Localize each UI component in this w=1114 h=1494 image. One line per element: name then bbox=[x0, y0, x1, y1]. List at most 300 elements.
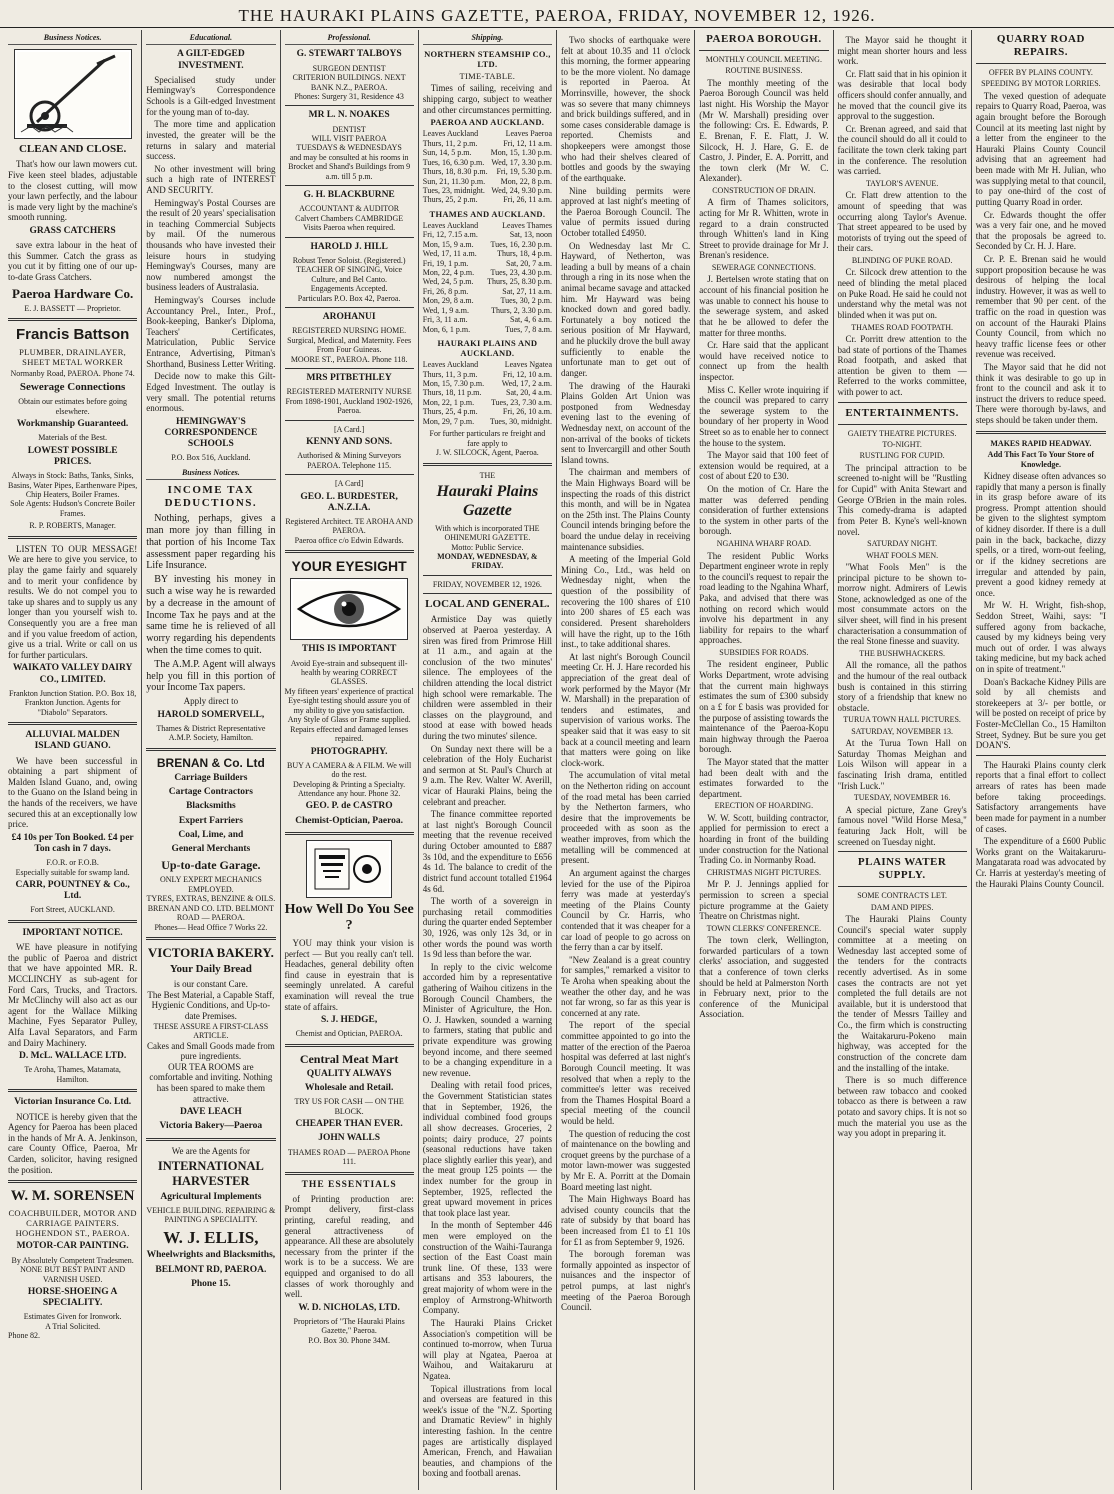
departure-auckland: Thurs, 25, 2 p.m. bbox=[422, 195, 478, 205]
ad-body: VEHICLE BUILDING. REPAIRING & PAINTING A SPECIALITY. bbox=[146, 1205, 276, 1225]
advertiser-name: W. J. ELLIS, bbox=[163, 1227, 259, 1247]
advertiser-name: Victoria Bakery—Paeroa bbox=[159, 1121, 263, 1132]
gazette-days: MONDAY, WEDNESDAY, & FRIDAY. bbox=[437, 552, 538, 571]
article-paragraph: Miss C. Keller wrote inquiring if the council was prepared to carry the sewerage system to the boundary of her property in Wood Street so as to enable her to connect the house to the system. bbox=[699, 384, 829, 448]
ad-line: Blacksmiths bbox=[186, 801, 236, 812]
departure-return: Mon, 22, 8 p.m. bbox=[500, 176, 552, 186]
article-paragraph: All the romance, all the pathos and the humour of the real outback bush is contained in this stirring story of a friendship that knew no obstacle. bbox=[837, 660, 967, 713]
ad-headline: How Well Do You See ? bbox=[284, 901, 414, 934]
ad-body: No other investment will bring such a high rate of INTEREST AND SECURITY. bbox=[146, 163, 276, 195]
departure-auckland: Wed, 17, 11 a.m. bbox=[422, 249, 477, 259]
ad-subheading: Sewerage Connections bbox=[19, 381, 126, 394]
ad-manager: R. P. ROBERTS, Manager. bbox=[29, 521, 116, 531]
departure-auckland: Wed, 1, 9 a.m. bbox=[422, 305, 469, 315]
proprietor: DAVE LEACH bbox=[179, 1107, 242, 1118]
departure-auckland: Mon, 29, 7 p.m. bbox=[422, 416, 475, 426]
article-headline: ENTERTAINMENTS. bbox=[845, 406, 959, 419]
professional-name: MR L. N. NOAKES bbox=[308, 110, 390, 121]
article-paragraph: The chairman and members of the Main Highways Board will be inspecting the roads of this district this month, and will be in Ngatea on the 25th inst. The Plains County Council intends bringing before the board the undue delay in receiving maintenance subsidies. bbox=[561, 467, 691, 552]
article-subheading: TOWN CLERKS' CONFERENCE. bbox=[706, 923, 822, 933]
ad-body: For further particulars re freight and fare apply to bbox=[429, 429, 546, 448]
advertiser-name: HEMINGWAY'S CORRESPONDENCE SCHOOLS bbox=[164, 416, 258, 450]
article-paragraph: Cr. Silcock drew attention to the need of blinding the metal placed on Puke Road. He said he could not understand why the metal was not blinded when it was put on. bbox=[837, 267, 967, 320]
timetable-row bbox=[423, 277, 552, 286]
ad-headline: ALLUVIAL MALDEN ISLAND GUANO. bbox=[25, 730, 120, 752]
card-label: [A Card.] bbox=[334, 424, 365, 434]
article-paragraph: The Main Highways Board has advised county councils that the rate of subsidy by that board has been increased from £1 to £1 10s for £1 as from September 9, 1926. bbox=[561, 1194, 691, 1247]
article-subheading: ERECTION OF HOARDING. bbox=[714, 801, 814, 811]
gazette-title: Hauraki Plains Gazette bbox=[436, 482, 539, 519]
ad-body: We have been successful in obtaining a part shipment of Malden Island Guano, and, owing to the Guano on the Island being in the hands of the receivers, we have secured this at an exceptionally low price. bbox=[8, 755, 138, 830]
ad-subheading: HORSE-SHOEING A SPECIALITY. bbox=[27, 1286, 118, 1309]
article-subheading: SPEEDING BY MOTOR LORRIES. bbox=[981, 79, 1101, 89]
ad-subheading: Your Daily Bread bbox=[169, 963, 252, 976]
article-paragraph: The Mayor said that he did not think it was desirable to go up in front to the council and ask it to instruct the drivers to reduce speed. There were thorough by-laws, and steps should be taken under them. bbox=[975, 362, 1106, 426]
article-paragraph: Cr. P. E. Brenan said he would support proposition because he was desirous of helping the local industry. However, it was as well to remember that 90 per cent. of the traffic on the road in question was on account of the Hauraki Plains County Council, from which no heavy traffic license fees or other revenue was received. bbox=[975, 253, 1106, 360]
article-paragraph: The monthly meeting of the Paeroa Borough Council was held last night. His Worship the Mayor (Mr W. Marshall) presiding over the following: Crs. E. Edwards, P. E. Brenan, F. E. Flatt, J. W. Silcock, H. J. Hare, G. E. de Castro, J. Pinder, E. A. Porritt, and the town clerk (Mr W. C. Alexander). bbox=[699, 77, 829, 184]
departure-return: Tues, 16, 2.30 p.m. bbox=[490, 239, 552, 249]
article-paragraph: At the Turua Town Hall on Saturday Thomas Meighan and Lois Wilson will appear in a fascinating Irish drama, entitled "Irish Luck." bbox=[837, 738, 967, 791]
timetable-row bbox=[423, 158, 552, 167]
column-quarry-road bbox=[972, 30, 1110, 1490]
gazette-motto: Motto: Public Service. bbox=[451, 542, 524, 552]
timetable-row bbox=[423, 148, 552, 157]
timetable-row bbox=[423, 249, 552, 258]
ad-subheading: MOTOR-CAR PAINTING. bbox=[16, 1241, 129, 1252]
section-heading: Business Notices. bbox=[146, 468, 275, 480]
ad-body: Specialised study under Hemingway's Correspondence Schools is a Gilt-edged Investment for the young man of to-day. bbox=[146, 74, 276, 117]
ad-headline: THE ESSENTIALS bbox=[301, 1179, 397, 1190]
advertiser-name: BRENAN & Co. Ltd bbox=[156, 755, 265, 770]
timetable-row bbox=[423, 388, 552, 397]
professional-role: DENTIST bbox=[332, 124, 366, 134]
article-paragraph: Kidney disease often advances so rapidly that many a person is finally in its grasp before aware of its progress. Prompt attention should be given to the slightest symptom of kidney disorder. If there is a dull pain in the back, backache, dizzy spells, or a tired, worn-out feeling, or if the kidney secretions are irregular and attended by pain, prevent a good kidney remedy at once. bbox=[975, 471, 1106, 598]
departure-auckland: Thurs, 25, 4 p.m. bbox=[422, 407, 478, 417]
timetable-row bbox=[423, 325, 552, 334]
article-paragraph: The drawing of the Hauraki Plains Golden Art Union was postponed from Wednesday evening last to the evening of Wednesday next, on account of the non-arrival of the books of tickets sent to Invercargill and other South Island towns. bbox=[561, 380, 691, 465]
article-paragraph: Mr P. J. Jennings applied for permission to screen a special picture programme at the Gaiety Theatre on Christmas night. bbox=[699, 879, 829, 922]
article-paragraph: A firm of Thames solicitors, acting for Mr R. Whitten, wrote in regard to a drain constructed through Whitten's land in King Street to provide drainage for Mr J. Brenan's residence. bbox=[699, 197, 829, 261]
ad-body: Hemingway's Courses include Accountancy Prel., Inter., Prof., Book-keeping, Banker's Diploma, Teachers' Certificates, Matriculation, Public Service Entrance, Advertising, Pitman's Shorthand, Business Letter Writing. bbox=[146, 295, 276, 369]
ad-body: By Absolutely Competent Tradesmen. bbox=[11, 1255, 134, 1265]
departure-return: Tues, 23, 7.30 a.m. bbox=[490, 397, 552, 407]
section-heading: Professional. bbox=[285, 33, 414, 45]
ad-trade: Chemist and Optician, PAEROA. bbox=[295, 1029, 403, 1039]
gazette-the: THE bbox=[479, 470, 496, 480]
route-title: HAURAKI PLAINS AND AUCKLAND. bbox=[437, 338, 538, 359]
departure-return: Fri, 26, 11 a.m. bbox=[503, 195, 552, 205]
ad-body: We are the Agents for bbox=[171, 1145, 250, 1156]
ad-address: THAMES ROAD — PAEROA Phone 111. bbox=[287, 1147, 411, 1167]
departure-auckland: Mon, 15, 9 a.m. bbox=[422, 239, 474, 249]
article-headline: PLAINS WATER SUPPLY. bbox=[857, 856, 947, 882]
timetable-header: Leaves Auckland Leaves Ngatea bbox=[422, 360, 552, 370]
ad-line: QUALITY ALWAYS bbox=[306, 1068, 392, 1079]
timetable-row bbox=[423, 379, 552, 388]
column-shipping bbox=[419, 30, 557, 1490]
ad-body: The more time and application invested, the greater will be the returns in salary and material success. bbox=[146, 119, 276, 162]
ad-body: Always in Stock: Baths, Tanks, Sinks, Basins, Water Pipes, Earthenware Pipes, Chip Heaters, Boiler Frames. bbox=[8, 471, 138, 499]
professional-name: KENNY AND SONS. bbox=[306, 437, 393, 448]
article-paragraph: On the motion of Cr. Hare the matter was deferred pending consideration of further extensions to the system in other parts of the borough. bbox=[699, 484, 829, 537]
professional-name: GEO. L. BURDESTER, A.N.Z.I.A. bbox=[300, 491, 398, 513]
ad-body: Sole Agents: Hudson's Concrete Boiler Frames. bbox=[10, 499, 136, 518]
ad-line: Up-to-date Garage. bbox=[161, 858, 261, 873]
article-paragraph: The principal attraction to be screened to-night will be "Rustling for Cupid" with Anita Stewart and George O'Brien in the main roles. This comedy-drama is adapted from Peter B. Kyne's well-known novel. bbox=[837, 462, 967, 537]
ad-body: YOU may think your vision is perfect — But you really can't tell. Headaches, general debility often find cause in eyestrain that is seemingly unrelated. A careful examination will reveal the true state of affairs. bbox=[284, 937, 414, 1012]
departure-return: Wed, 24, 9.30 p.m. bbox=[491, 185, 552, 195]
agent-name: HAROLD SOMERVELL, bbox=[157, 709, 265, 720]
article-paragraph: The Mayor stated that the matter had been dealt with and the estimates forwarded to the department. bbox=[699, 756, 829, 799]
departure-return: Sat, 20, 4 a.m. bbox=[506, 388, 552, 398]
departure-auckland: Wed, 24, 5 p.m. bbox=[422, 277, 474, 287]
ad-line: Expert Farriers bbox=[178, 815, 243, 826]
ad-headline: Central Meat Mart bbox=[299, 1051, 399, 1066]
advertiser-name: WAIKATO VALLEY DAIRY CO., LIMITED. bbox=[12, 663, 133, 685]
departure-return: Thurs, 2, 3.30 p.m. bbox=[491, 305, 552, 315]
ad-body: and may be consulted at his rooms in Brocket and Shand's Buildings from 9 a.m. till 5 p.m. bbox=[288, 152, 411, 181]
article-subheading: MAKES RAPID HEADWAY. bbox=[990, 438, 1092, 448]
ad-subheading: THIS IS IMPORTANT bbox=[301, 644, 397, 655]
article-paragraph: Cr. Flatt drew attention to the amount of speeding that was occurring along Taylor's Avenue. That street appeared to be used by motorists of trying out the speed of their cars. bbox=[837, 190, 967, 254]
ad-body: WILL VISIT PAEROA bbox=[311, 134, 387, 144]
article-paragraph: Cr. Hare said that the applicant would have received notice to connect up from the health inspector. bbox=[699, 340, 829, 382]
ad-line: CHEAPER THAN EVER. bbox=[295, 1119, 403, 1130]
departure-auckland: Thurs, 11, 2 p.m. bbox=[422, 138, 478, 148]
advertiser-name: JOHN WALLS bbox=[318, 1133, 381, 1144]
departure-auckland: Fri, 12, 7.15 a.m. bbox=[422, 230, 478, 240]
article-paragraph: The Hauraki Plains County Council's special water supply committee at a meeting on Wednesday last accepted some of the tenders for the contracts recently advertised. As in some cases the contracts are not yet completed the full details are not available, but it is understood that the tender of Messrs Tailley and Co., the firm which is constructing the Waitakaruru-Pokeno main highway, was accepted for the construction of the concrete dam and the installing of the intake. bbox=[837, 913, 967, 1073]
professional-address: CRITERION BUILDINGS. NEXT BANK N.Z., PAEROA. bbox=[292, 73, 406, 92]
column-local-news bbox=[557, 30, 695, 1490]
timetable-header: Leaves Auckland Leaves Thames bbox=[422, 220, 552, 230]
ad-price: £4 10s per Ton Booked. £4 per Ton cash in 7 days. bbox=[11, 832, 134, 854]
departure-auckland: Fri, 26, 8 p.m. bbox=[422, 286, 469, 296]
departure-auckland: Fri, 19, 1 p.m. bbox=[422, 258, 469, 268]
departure-return: Fri, 26, 10 a.m. bbox=[502, 407, 552, 417]
ad-body: WE have pleasure in notifying the public of Paeroa and district that we have appointed MR. R. MCCLINCHY as sub-agent for Ford Cars, Trucks, and Tractors. Mr McClinchy will also act as our agent for the Wallace Milking Machine, Fyes Separator Pulley, Alfa Laval Separators, and Farm and Dairy Machinery. bbox=[8, 942, 138, 1048]
column-paeroa-borough bbox=[695, 30, 833, 1490]
article-subheading: DAM AND PIPES. bbox=[870, 902, 934, 912]
article-paragraph: The town clerk, Wellington, forwarded particulars of a town clerks' association, and suggested that a conference of town clerks should be held at Palmerston North in February next, prior to the conference of the Municipal Association. bbox=[699, 935, 829, 1020]
ad-body: Obtain our estimates before going elsewhere. bbox=[18, 397, 128, 416]
departure-auckland: Mon, 22, 4 p.m. bbox=[422, 268, 475, 278]
ad-body: NONE BUT BEST PAINT AND VARNISH USED. bbox=[20, 1265, 126, 1284]
ad-body: Times of sailing, receiving and shipping cargo, subject to weather and other circumstances permitting. bbox=[422, 83, 552, 115]
ad-body: Apply direct to bbox=[183, 696, 239, 707]
article-paragraph: Nine building permits were approved at last night's meeting of the Paeroa Borough Council. The value of permits issued during October totalled £4950. bbox=[561, 185, 691, 238]
article-paragraph: Cr. Flatt said that in his opinion it was desirable that local body officers should confer annually, and he moved that the council give its approval to the suggestion. bbox=[837, 68, 967, 122]
article-paragraph: The worth of a sovereign in purchasing retail commodities during the quarter ended September 30, 1926, was only 12s 3d, or in other words the pound was worth 1s 9d less than before the war. bbox=[422, 896, 552, 960]
timetable-row bbox=[423, 370, 552, 379]
article-headline: PAEROA BOROUGH. bbox=[706, 33, 822, 45]
article-paragraph: The Mayor said that 100 feet of extension would be required, at a cost of about £20 to £30. bbox=[699, 450, 829, 482]
article-subheading: SEWERAGE CONNECTIONS. bbox=[711, 263, 816, 273]
article-headline: QUARRY ROAD REPAIRS. bbox=[996, 33, 1085, 58]
departure-return: Thurs, 25, 8.30 p.m. bbox=[487, 277, 552, 287]
ad-body: save extra labour in the heat of this Summer. Catch the grass as you cut it by fitting one of our up-to-date Grass Catchers. bbox=[8, 240, 138, 283]
column-entertainments bbox=[834, 30, 972, 1490]
advertiser-name: Paeroa Hardware Co. bbox=[12, 285, 134, 301]
ad-body: Engagements Accepted. bbox=[310, 284, 388, 294]
timetable-row bbox=[423, 268, 552, 277]
departure-return: Fri, 12, 10 a.m. bbox=[502, 369, 552, 379]
ad-body: BY investing his money in such a wise way he is rewarded by a decrease in the amount of Income Tax he pays and at the same time he is relieved of all worry regarding his dependents when the time comes to quit. bbox=[146, 574, 276, 656]
departure-return: Tues, 30, midnight. bbox=[489, 416, 552, 426]
article-subheading: Add This Fact To Your Store of Knowledge. bbox=[987, 450, 1095, 469]
ad-line: ONLY EXPERT MECHANICS EMPLOYED. bbox=[159, 875, 262, 894]
ad-phone: Phone 15. bbox=[191, 1278, 231, 1289]
departure-return: Fri, 12, 11 a.m. bbox=[503, 138, 552, 148]
ad-body: Materials of the Best. bbox=[38, 433, 108, 443]
ad-headline: IMPORTANT NOTICE. bbox=[22, 927, 123, 938]
route-title: THAMES AND AUCKLAND. bbox=[429, 208, 546, 219]
ad-address: BRENAN AND CO. LTD. BELMONT ROAD — PAEROA. bbox=[147, 903, 275, 923]
masthead: THE HAURAKI PLAINS GAZETTE, PAEROA, FRIDAY, NOVEMBER 12, 1926. bbox=[0, 0, 1114, 28]
timetable-row bbox=[423, 287, 552, 296]
ad-line: Coal, Lime, and bbox=[178, 829, 244, 840]
article-subheading: ROUTINE BUSINESS. bbox=[725, 66, 803, 76]
article-paragraph: The finance committee reported at last night's Borough Council meeting that the revenue received during October amounted to £887 3s 10d, and the expenditure to £656 4s 1d. The balance to credit of the district fund account totalled £1964 4s 6d. bbox=[422, 809, 552, 894]
advertiser-name: CARR, POUNTNEY & Co., Ltd. bbox=[15, 880, 130, 902]
shipping-agent: J. W. SILCOCK, Agent, Paeroa. bbox=[435, 448, 539, 458]
timetable-row bbox=[423, 417, 552, 426]
ad-line: Wholesale and Retail. bbox=[304, 1083, 394, 1094]
article-paragraph: Two shocks of earthquake were felt at about 10.35 and 11 o'clock this morning, the former appearing to be the more violent. No damage is reported in Paeroa. At Morrinsville, however, the shock was so severe that many chimneys and brick buildings suffered, and in some cases considerable damage is reported. Chemists and shopkeepers were amongst those who had their shelves cleared of bottles and goods by the swaying of the earthquake. bbox=[561, 35, 691, 183]
departure-auckland: Mon, 15, 7.30 p.m. bbox=[422, 379, 485, 388]
article-subheading: WHAT FOOLS MEN. bbox=[866, 550, 939, 560]
departure-return: Tues, 7, 8 a.m. bbox=[504, 324, 552, 334]
ad-line: TYRES, EXTRAS, BENZINE & OILS. bbox=[146, 894, 276, 904]
timetable-paeroa-auckland bbox=[423, 139, 552, 205]
departure-auckland: Thurs, 18, 11 p.m. bbox=[422, 388, 482, 398]
departure-return: Sat, 4, 6 a.m. bbox=[510, 315, 552, 325]
professional-address: MOORE ST., PAEROA. Phone 118. bbox=[290, 354, 408, 364]
article-paragraph: The report of the special committee appointed to go into the matter of the erection of the Paeroa hospital was deferred at last night's Borough Council meeting. It was resolved that when a reply to the committee's letter was received from the Thames Hospital Board a special meeting of the council would be held. bbox=[561, 1020, 691, 1126]
article-paragraph: J. Bertelsen wrote stating that on account of his financial position he was unable to connect his house to the sewerage system, and asked that he be allowed to defer the matter for three months. bbox=[699, 274, 829, 338]
timetable-row bbox=[423, 398, 552, 407]
departure-return: Sat, 27, 11 a.m. bbox=[502, 286, 552, 296]
eye-chart-illustration bbox=[306, 840, 392, 898]
departure-return: Sat, 13, noon bbox=[509, 230, 552, 240]
ad-body: TUESDAYS & WEDNESDAYS bbox=[296, 143, 402, 153]
ad-subheading: PHOTOGRAPHY. bbox=[310, 746, 388, 757]
departure-auckland: Mon, 29, 8 a.m. bbox=[422, 296, 474, 306]
article-subheading: CONSTRUCTION OF DRAIN. bbox=[712, 185, 816, 195]
departure-auckland: Sun, 21, 11.30 p.m. bbox=[422, 176, 486, 186]
advertiser-name: GEO. P. de CASTRO bbox=[305, 801, 393, 812]
ad-body: That's how our lawn mowers cut. Five keen steel blades, adjustable to the closest cutting, will mow your lawn perfectly, and the labour is made very light by the machine's smooth running. bbox=[8, 159, 138, 223]
ad-body: Particulars P.O. Box 42, Paeroa. bbox=[297, 293, 401, 303]
eye-icon bbox=[293, 581, 405, 637]
professional-role: Robust Tenor Soloist. (Registered.) TEACHER OF SINGING, Voice Culture, and Bel Canto. bbox=[292, 255, 406, 284]
timetable-row bbox=[423, 315, 552, 324]
article-paragraph: The Hauraki Plains Cricket Association's competition will be continued to-morrow, when Turua will play at Ngatea, Paeroa at Waihou, and Waitakaruru at Ngatea. bbox=[422, 1317, 552, 1381]
professional-role: Authorised & Mining Surveyors PAEROA. Telephone 115. bbox=[297, 451, 402, 470]
ad-address: Normanby Road, PAEROA. Phone 74. bbox=[10, 368, 135, 378]
departure-return: Fri, 19, 5.30 p.m. bbox=[496, 167, 552, 177]
ad-trade: Proprietors of "The Hauraki Plains Gazette," Paeroa. bbox=[293, 1317, 405, 1336]
timetable-row bbox=[423, 139, 552, 148]
departure-auckland: Thurs, 11, 3 p.m. bbox=[422, 369, 478, 379]
lawn-mower-illustration bbox=[14, 49, 132, 139]
article-paragraph: Doan's Backache Kidney Pills are sold by all chemists and storekeepers at 3/- per bottle, or will be posted on receipt of price by Foster-McClellan Co., 15 Hamilton Street, Sydney. But be sure you get DOAN'S. bbox=[975, 676, 1106, 751]
ad-phone: Phones— Head Office 7 Works 22. bbox=[154, 922, 268, 932]
article-subheading: THE BUSHWHACKERS. bbox=[859, 648, 946, 658]
advertiser-name: W. M. SORENSEN bbox=[10, 1188, 135, 1205]
professional-name: AROHANUI bbox=[322, 312, 376, 323]
ad-line: TRY US FOR CASH — ON THE BLOCK. bbox=[294, 1097, 404, 1116]
ad-headline: Victorian Insurance Co. Ltd. bbox=[14, 1097, 132, 1108]
ad-body: NOTICE is hereby given that the Agency for Paeroa has been placed in the hands of Mr A. A. Jenkinson, care County Office, Paeroa, Mr Carden, solicitor, having resigned the position. bbox=[8, 1111, 138, 1175]
departure-auckland: Mon, 6, 1 p.m. bbox=[422, 324, 471, 334]
departure-return: Sat, 20, 7 a.m. bbox=[506, 258, 552, 268]
section-heading: Business Notices. bbox=[8, 33, 137, 45]
article-paragraph: W. W. Scott, building contractor, applied for permission to erect a hoarding in front of the building under construction for the National Trading Co. in Normanby Road. bbox=[699, 812, 829, 866]
ad-body: From 1898-1901, Auckland 1902-1926, Paeroa. bbox=[285, 396, 413, 416]
timetable-row bbox=[423, 186, 552, 195]
advertiser-name: W. D. NICHOLAS, LTD. bbox=[298, 1302, 400, 1313]
article-paragraph: Cr. Brenan agreed, and said that the council should do all it could to facilitate the town clerk taking part in the conference. The resolution was carried. bbox=[837, 123, 967, 177]
ad-trade: COACHBUILDER, MOTOR AND CARRIAGE PAINTERS. HOGHENDON ST., PAEROA. bbox=[8, 1208, 137, 1239]
advertiser-name: INTERNATIONAL HARVESTER bbox=[157, 1159, 264, 1188]
article-paragraph: A special picture, Zane Grey's famous novel "Wild Horse Mesa," featuring Jack Holt, will be screened on Tuesday night. bbox=[837, 804, 967, 847]
departure-return: Thurs, 18, 4 p.m. bbox=[497, 249, 552, 259]
professional-role: REGISTERED NURSING HOME. Surgical, Medical, and Maternity. Fees From Four Guineas. bbox=[287, 326, 412, 355]
article-paragraph: "New Zealand is a great country for samples," remarked a visitor to Te Aroha when speaking about the weather the other day, and he was not far wrong, so far as this year is concerned at any rate. bbox=[561, 954, 691, 1018]
professional-role: REGISTERED MATERNITY NURSE bbox=[286, 387, 412, 397]
departure-auckland: Mon, 22, 1 p.m. bbox=[422, 397, 475, 407]
departure-auckland: Sun, 14, 5 p.m. bbox=[422, 148, 472, 158]
timetable-row bbox=[423, 195, 552, 204]
ad-body: Avoid Eye-strain and subsequent ill-health by wearing CORRECT GLASSES. bbox=[290, 658, 408, 687]
article-subheading: TAYLOR'S AVENUE. bbox=[865, 178, 939, 188]
professional-role: SURGEON DENTIST bbox=[312, 63, 386, 73]
ad-headline: YOUR EYESIGHT bbox=[291, 558, 407, 575]
ad-address: BELMONT RD, PAEROA. bbox=[155, 1264, 267, 1275]
ad-address: Frankton Junction Station. P.O. Box 18, Frankton Junction. Agents for "Diabolo" Separators. bbox=[8, 688, 137, 717]
ad-address: P.O. Box 516, Auckland. bbox=[171, 453, 251, 463]
advertiser-name: D. McL. WALLACE LTD. bbox=[19, 1051, 127, 1062]
ad-body: The A.M.P. Agent will always help you fill in this portion of your Income Tax papers. bbox=[146, 658, 276, 694]
eye-chart-icon bbox=[309, 843, 389, 895]
ad-line: Cartage Contractors bbox=[168, 787, 253, 798]
ad-body: Especially suitable for swamp land. bbox=[15, 867, 130, 877]
ad-headline: CLEAN AND CLOSE. bbox=[18, 143, 127, 156]
ad-body: Hemingway's Postal Courses are the result of 20 years' specialisation in teaching Commercial Subjects by mail. Of the numerous thousands who have invested their leisure hours in studying Hemingway's Courses, many are now numbered amongst the business leaders of Australasia. bbox=[146, 197, 276, 293]
article-paragraph: The Hauraki Plains county clerk reports that a final effort to collect arrears of rates has been made before taking proceedings. Satisfactory arrangements have been made for payment in a number of cases. bbox=[975, 759, 1106, 834]
section-heading: Educational. bbox=[146, 33, 275, 45]
article-subheading: OFFER BY PLAINS COUNTY. bbox=[988, 67, 1093, 77]
article-paragraph: The borough foreman was formally appointed as inspector of nuisances and the inspector of petrol pumps, at last night's meeting of the Paeroa Borough Council. bbox=[561, 1249, 691, 1313]
ad-body: F.O.R. or F.O.B. bbox=[46, 858, 99, 868]
article-subheading: MONTHLY COUNCIL MEETING. bbox=[705, 54, 822, 64]
article-paragraph: On Wednesday last Mr C. Hayward, of Netherton, was leading a bull by means of a chain through a ring in its nose when the animal became savage and attacked him. Mr Hayward was being knocked down and gored badly. Fortunately a boy noticed the serious position of Mr Hayward, and he pluckily drove the bull away sufficiently to enable the unfortunate man to get out of danger. bbox=[561, 240, 691, 378]
article-paragraph: At last night's Borough Council meeting Cr. H. J. Hare recorded his appreciation of the great deal of work performed by the Mayor (Mr W. Marshall) in the preparation of tenders and estimates, and supervision of various works. The speaker said that it was easy to sit back at a council meeting and learn that matters were going on like clock-work. bbox=[561, 651, 691, 768]
professional-name: MRS PITBETHLEY bbox=[306, 373, 392, 384]
departure-return: Wed, 17, 3.30 p.m. bbox=[491, 157, 552, 167]
departure-return: Tues, 23, 4.30 p.m. bbox=[490, 268, 552, 278]
ad-body: Estimates Given for Ironwork. bbox=[23, 1312, 122, 1322]
ad-body: Nothing, perhaps, gives a man more joy than filling in that portion of his Income Tax assessment paper regarding his Life Insurance. bbox=[146, 513, 276, 572]
article-paragraph: In reply to the civic welcome accorded him by a representative gathering of Waihou citizens in the Borough Council Chambers, the Minister of Agriculture, the Hon. O. J. Hawken, sounded a warning to farmers, stating that public and private expenditure was growing beyond income, and there seemed to be a changing expenditure in a new revenue. bbox=[422, 961, 552, 1078]
shipping-company: NORTHERN STEAMSHIP CO., LTD. bbox=[424, 49, 551, 70]
route-title: PAEROA AND AUCKLAND. bbox=[430, 117, 545, 128]
proprietor: E. J. BASSETT — Proprietor. bbox=[24, 304, 121, 314]
ad-phone: Phone 82. bbox=[8, 1331, 40, 1341]
professional-role: Registered Architect. TE AROHA AND PAEROA. bbox=[285, 516, 413, 536]
departure-return: Mon, 15, 1.30 p.m. bbox=[490, 148, 552, 158]
ad-line: Carriage Builders bbox=[174, 772, 248, 783]
article-subheading: SATURDAY, NOVEMBER 13. bbox=[851, 726, 954, 736]
article-paragraph: In the month of September 446 men were employed on the construction of the Waihi-Tauranga section of the East Coast main trunk line. Of these, 133 were artisans and 353 labourers, the great majority of whom were in the employ of Armstrong-Whitworth Company. bbox=[422, 1220, 552, 1316]
ad-line: General Merchants bbox=[171, 843, 251, 854]
article-paragraph: The accumulation of vital metal on the Netherton riding on account of the road metal has been carried by the Netherton farmers, who desire that the improvements be proceeded with as soon as the weather improves, from which the metalling will be commenced at present. bbox=[561, 770, 691, 866]
ad-body: LISTEN TO OUR MESSAGE! We are here to give you service, to play the game fairly and squarely and to merit your confidence by results. We do not compel you to take up shares and to supply us any longer than you yourself wish to. Consequently you are a free man and if you value freedom of action, give us a trial. Write or call on us for further particulars. bbox=[8, 543, 138, 660]
ad-headline: A GILT-EDGED INVESTMENT. bbox=[177, 49, 245, 71]
ad-body: OUR TEA ROOMS are comfortable and inviting. Nothing has been spared to make them attractive. bbox=[149, 1061, 273, 1104]
article-subheading: NGAHINA WHARF ROAD. bbox=[716, 539, 812, 549]
article-paragraph: Cr. Edwards thought the offer was a very fair one, and he moved that the proposals be agreed to. Seconded by Cr. H. J. Hare. bbox=[975, 209, 1106, 252]
article-subheading: TURUA TOWN HALL PICTURES. bbox=[843, 715, 961, 725]
article-subheading: RUSTLING FOR CUPID. bbox=[859, 451, 945, 461]
column-business-notices bbox=[4, 30, 142, 1490]
ad-address: P.O. Box 30. Phone 34M. bbox=[308, 1335, 391, 1345]
article-subheading: BLINDING OF PUKE ROAD. bbox=[851, 256, 953, 266]
article-paragraph: "What Fools Men" is the principal picture to be shown to-morrow night. Admirers of Lewis Stone, acknowledged as one of the most consummate actors on the silver sheet, will find in his present characterisation a consummation of the real Stone finesse and suavity. bbox=[837, 562, 967, 647]
article-paragraph: The question of reducing the cost of maintenance on the bowling and croquet greens by the purchase of a motor lawn-mower was suggested by Mr E. A. Porritt at the Domain Board meeting last night. bbox=[561, 1128, 691, 1192]
ad-headline: INCOME TAX DEDUCTIONS. bbox=[164, 484, 258, 510]
article-paragraph: The resident engineer, Public Works Department, wrote advising that the current main highways estimates the sum of £300 subsidy on a £ for £ basis was provided for the purpose of assisting towards the maintenance of the Paeroa-Kopu main highway through the Paeroa borough. bbox=[699, 659, 829, 755]
ad-body: is our constant Care. bbox=[173, 979, 248, 990]
ad-address: Te Aroha, Thames, Matamata, Hamilton. bbox=[24, 1065, 121, 1084]
article-paragraph: Cr. Porritt drew attention to the bad state of portions of the Thames Road footpath, and asked that attention be given to them — Referred to the works committee, with power to act. bbox=[837, 333, 967, 397]
column-educational bbox=[142, 30, 280, 1490]
departure-auckland: Fri, 3, 11 a.m. bbox=[422, 315, 468, 325]
article-paragraph: The expenditure of a £600 Public Works grant on the Waitakaruru-Mangatarata road was advocated by Cr. Harris at yesterday's meeting of the Hauraki Plains County Council. bbox=[975, 836, 1106, 889]
ad-body: of Printing production are: Prompt delivery, first-class printing, careful reading, and general attractiveness of appearance. All these are absolutely necessary from the printer if the work is to be a success. We are equipped and organised to do all classes of work thoroughly and well. bbox=[284, 1193, 414, 1300]
professional-name: HAROLD J. HILL bbox=[310, 241, 388, 252]
article-paragraph: On Sunday next there will be a celebration of the Holy Eucharist and sermon at St. Paul's Church at 9 a.m. The Rev. Walter W. Averill, vicar of Hauraki Plains, being the celebrant and preacher. bbox=[422, 743, 552, 807]
professional-name: G. STEWART TALBOYS bbox=[296, 49, 402, 60]
ad-body: Paeroa office c/o Edwin Edwards. bbox=[294, 535, 404, 545]
article-paragraph: The resident Public Works Department engineer wrote in reply to the council's request to repair the road leading to the Ngahina Wharf, Paka, and advised that there was nothing on record which would involve his department in any liability for repairs to the wharf approaches. bbox=[699, 550, 829, 646]
article-subheading: SUBSIDIES FOR ROADS. bbox=[719, 648, 809, 658]
ad-address: Fort Street, AUCKLAND. bbox=[30, 905, 115, 915]
eye-illustration bbox=[290, 578, 408, 640]
departure-auckland: Tues, 23, midnight. bbox=[422, 185, 485, 195]
timetable-thames-auckland bbox=[423, 230, 552, 334]
article-paragraph: The vexed question of adequate repairs to Quarry Road, Paeroa, was again brought before the Borough Council at its meeting last night by a letter from the engineer to the Hauraki Plains County Council advising that an agreement had been made with Mr H. Julian, who was supplying metal to that council, to pay one-third of the cost of putting Quarry Road in order. bbox=[975, 90, 1106, 207]
article-paragraph: Dealing with retail food prices, the Government Statistician states that in September, 1926, the individual combined food groups all show decreases. Groceries, 2 points; dairy produce, 27 points (seasonal reductions have taken place slightly earlier this year), and the meat group 125 points — the index number for the group in September, 1925, reflected the great upward movement in prices that took place last year. bbox=[422, 1080, 552, 1218]
ad-body: My fifteen years' experience of practical Eye-sight testing should assure you of my ability to give you satisfaction. bbox=[284, 686, 414, 715]
ad-body: Repairs effected and damaged lenses repaired. bbox=[290, 724, 409, 744]
article-subheading: SOME CONTRACTS LET. bbox=[857, 891, 948, 901]
departure-auckland: Tues, 16, 6.30 p.m. bbox=[422, 157, 485, 167]
ad-trade: Chemist-Optician, Paeroa. bbox=[295, 815, 403, 826]
professional-role: ACCOUNTANT & AUDITOR bbox=[299, 204, 400, 214]
article-paragraph: The Mayor said he thought it might mean shorter hours and less work. bbox=[837, 35, 967, 67]
ad-body: The Best Material, a Capable Staff, Hygienic Conditions, and Up-to-date Premises. bbox=[147, 989, 275, 1022]
departure-return: Wed, 17, 2 a.m. bbox=[501, 379, 552, 388]
ad-body: BUY A CAMERA & A FILM. We will do the rest. bbox=[286, 760, 412, 780]
agent-role: Thames & District Representative A.M.P. Society, Hamilton. bbox=[156, 723, 266, 743]
section-heading: Shipping. bbox=[423, 33, 552, 45]
timetable-row bbox=[423, 167, 552, 176]
advertiser-name: S. J. HEDGE, bbox=[321, 1015, 378, 1026]
ad-body: Developing & Printing a Specialty. Attendance any hour. Phone 32. bbox=[293, 779, 406, 799]
ad-body: A Trial Solicited. bbox=[45, 1321, 101, 1331]
